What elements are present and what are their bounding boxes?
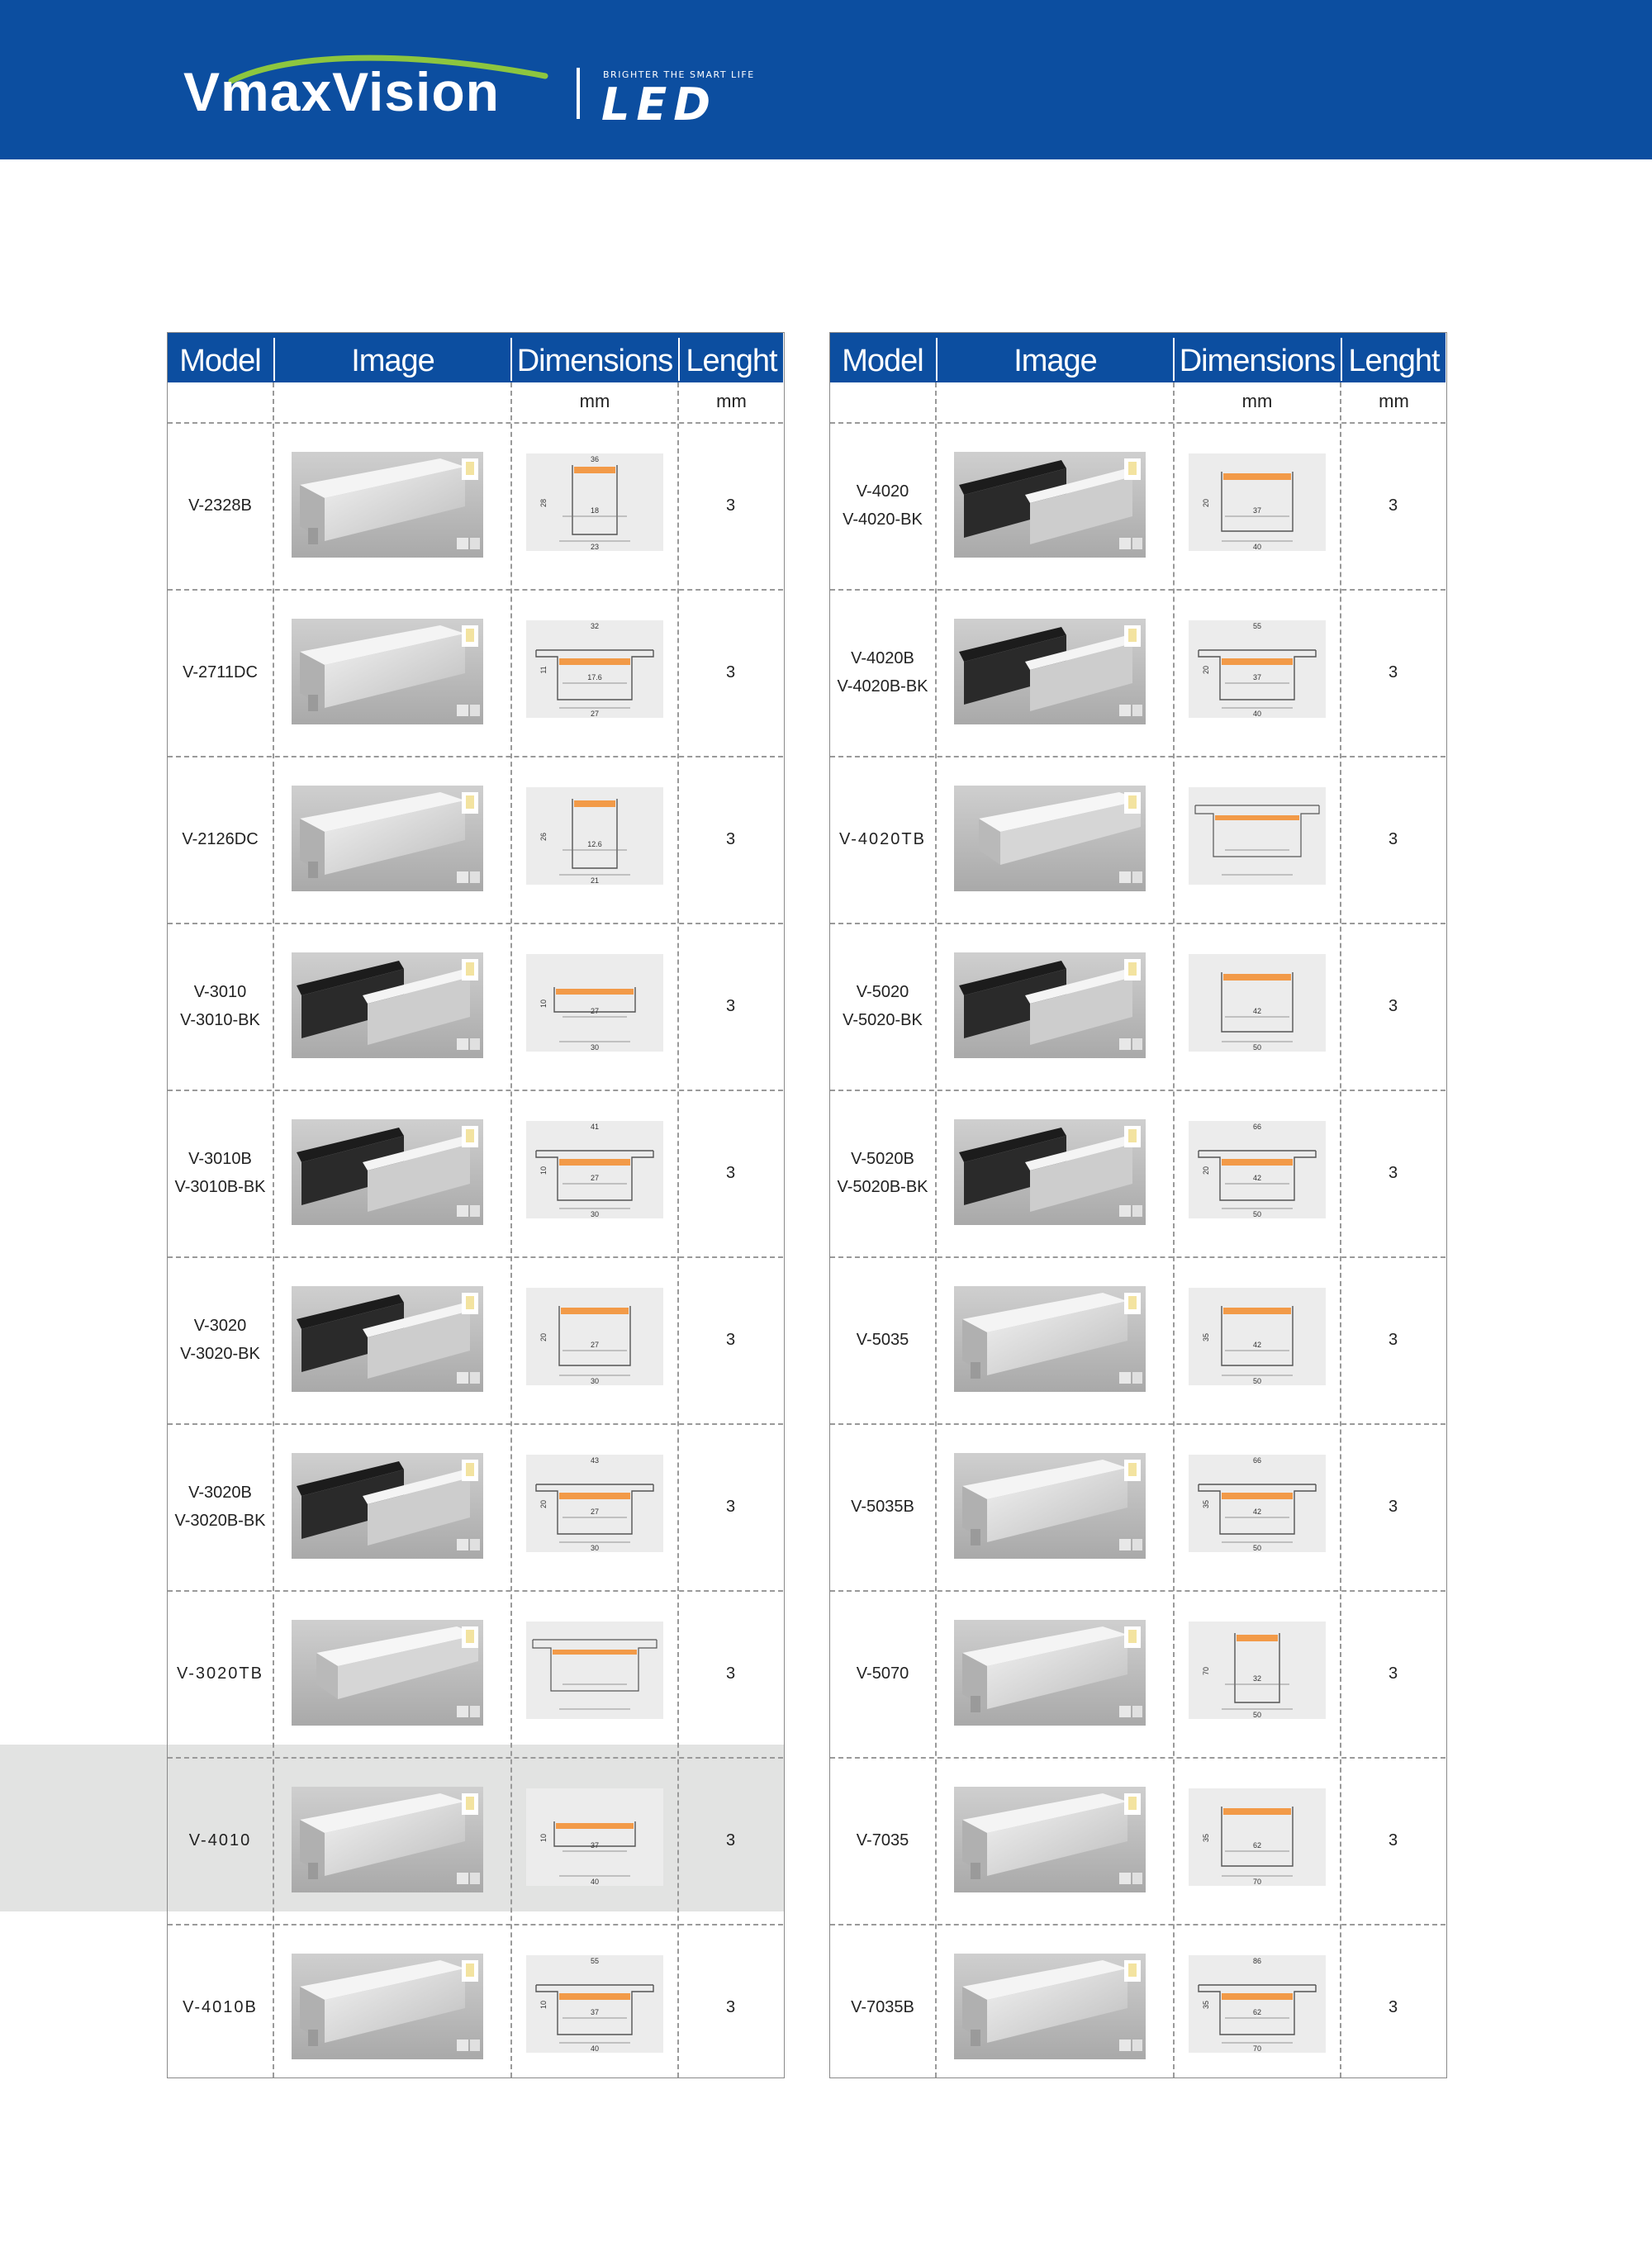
- dimension-bottom-width: 30: [590, 1210, 600, 1218]
- dimension-height: 10: [539, 2000, 548, 2010]
- product-photo: [292, 1787, 483, 1892]
- table-row: [830, 923, 1446, 1090]
- length-value: 3: [725, 1997, 736, 2016]
- dimension-bottom-width: 40: [590, 1878, 600, 1886]
- column-header-dimensions: Dimensions: [516, 344, 673, 378]
- dimension-bottom-width: 50: [1252, 1711, 1262, 1719]
- model-number: V-3020B-BK: [174, 1512, 266, 1530]
- dimension-height: 20: [539, 1332, 548, 1342]
- brand-name: VmaxVision: [183, 61, 500, 122]
- dimension-bottom-width: 50: [1252, 1377, 1262, 1385]
- model-cell: [168, 1090, 273, 1256]
- dimension-top-width: 43: [590, 1456, 600, 1465]
- model-cell: [168, 1590, 273, 1757]
- cross-section-drawing: [1189, 1955, 1326, 2053]
- model-number: V-2328B: [188, 496, 252, 515]
- table-row: [168, 1090, 783, 1256]
- model-number: V-5020: [856, 983, 909, 1001]
- column-header-model: Model: [842, 344, 923, 378]
- model-number: V-5070: [856, 1664, 909, 1683]
- dimension-inner-width: 12.6: [587, 840, 602, 848]
- model-number: V-2711DC: [183, 663, 258, 681]
- cross-section-drawing: [526, 1455, 663, 1552]
- length-value: 3: [1388, 1497, 1398, 1516]
- product-photo: [954, 1620, 1146, 1726]
- table-row: [168, 1757, 783, 1924]
- product-photo: [292, 1453, 483, 1559]
- dimension-inner-width: 18: [590, 506, 600, 515]
- dimension-height: 10: [539, 999, 548, 1009]
- dimension-bottom-width: 70: [1252, 1878, 1262, 1886]
- model-number: V-4020B-BK: [837, 677, 928, 696]
- dimension-height: 10: [539, 1166, 548, 1175]
- model-cell: [168, 589, 273, 756]
- product-photo: [292, 1954, 483, 2059]
- brand-logo: [183, 58, 762, 132]
- dimension-inner-width: 32: [1252, 1674, 1262, 1683]
- dimension-top-width: 55: [1252, 622, 1262, 630]
- dimension-inner-width: 37: [1252, 673, 1262, 681]
- model-number: V-4020: [856, 482, 909, 501]
- brand-tagline: BRIGHTER THE SMART LIFE: [603, 69, 755, 80]
- length-value: 3: [1388, 662, 1398, 681]
- dimension-bottom-width: 30: [590, 1043, 600, 1052]
- dimension-inner-width: 27: [590, 1508, 600, 1516]
- model-cell: [830, 1090, 935, 1256]
- model-number: V-4010B: [183, 1998, 258, 2016]
- model-number: V-5020-BK: [843, 1011, 923, 1029]
- model-number: V-3010B: [188, 1150, 252, 1168]
- cross-section-drawing: [526, 620, 663, 718]
- product-photo: [954, 1453, 1146, 1559]
- dimension-top-width: 41: [590, 1123, 600, 1131]
- model-cell: [830, 1256, 935, 1423]
- length-value: 3: [1388, 1163, 1398, 1182]
- product-photo: [954, 619, 1146, 724]
- dimension-height: 35: [1202, 2000, 1210, 2010]
- length-unit: mm: [1379, 391, 1409, 411]
- length-value: 3: [725, 662, 736, 681]
- model-cell: [168, 1256, 273, 1423]
- model-cell: [168, 1757, 273, 1924]
- dimension-top-width: 86: [1252, 1957, 1262, 1965]
- model-number: V-4020B: [851, 649, 914, 667]
- dimension-bottom-width: 40: [590, 2044, 600, 2053]
- length-value: 3: [725, 829, 736, 848]
- table-row: [830, 1423, 1446, 1590]
- dimension-inner-width: 42: [1252, 1341, 1262, 1349]
- product-photo: [954, 1119, 1146, 1225]
- product-photo: [292, 1119, 483, 1225]
- table-row: [830, 422, 1446, 589]
- dimension-inner-width: 27: [590, 1007, 600, 1015]
- length-value: 3: [1388, 1831, 1398, 1850]
- cross-section-drawing: [526, 1955, 663, 2053]
- length-unit: mm: [716, 391, 747, 411]
- dimension-height: 35: [1202, 1833, 1210, 1843]
- dimension-bottom-width: 30: [590, 1544, 600, 1552]
- table-row: [830, 1757, 1446, 1924]
- dimension-top-width: 32: [590, 622, 600, 630]
- column-header-model: Model: [179, 344, 261, 378]
- dimension-inner-width: 27: [590, 1174, 600, 1182]
- cross-section-drawing: [526, 1121, 663, 1218]
- length-value: 3: [725, 1831, 736, 1850]
- dimension-inner-width: 42: [1252, 1007, 1262, 1015]
- table-row: [168, 1256, 783, 1423]
- dimension-inner-width: 37: [590, 1841, 600, 1850]
- dimension-top-width: 55: [590, 1957, 600, 1965]
- product-photo: [954, 786, 1146, 891]
- model-cell: [168, 923, 273, 1090]
- dimension-bottom-width: 21: [590, 876, 600, 885]
- dimension-bottom-width: 30: [590, 1377, 600, 1385]
- table-header: [168, 333, 783, 382]
- dimension-inner-width: 37: [1252, 506, 1262, 515]
- dimension-height: 70: [1202, 1666, 1210, 1676]
- cross-section-drawing: [1189, 1121, 1326, 1218]
- spec-table-right: [829, 332, 1447, 2078]
- product-photo: [292, 1286, 483, 1392]
- dimension-height: 20: [1202, 665, 1210, 675]
- model-number: V-5035: [856, 1331, 909, 1349]
- product-photo: [292, 786, 483, 891]
- model-cell: [830, 1590, 935, 1757]
- dimension-inner-width: 17.6: [587, 673, 602, 681]
- dimension-bottom-width: 23: [590, 543, 600, 551]
- model-cell: [830, 422, 935, 589]
- dimension-height: 28: [539, 498, 548, 508]
- column-header-image: Image: [351, 344, 434, 378]
- table-row: [830, 1256, 1446, 1423]
- cross-section-drawing: [1189, 787, 1326, 885]
- model-number: V-7035: [856, 1831, 909, 1850]
- cross-section-drawing: [1189, 1788, 1326, 1886]
- model-number: V-7035B: [851, 1998, 914, 2016]
- cross-section-drawing: [1189, 453, 1326, 551]
- model-cell: [830, 589, 935, 756]
- length-value: 3: [725, 1664, 736, 1683]
- model-cell: [830, 923, 935, 1090]
- model-number: V-3020TB: [177, 1664, 263, 1683]
- model-number: V-3020: [193, 1317, 247, 1335]
- model-number: V-5020B-BK: [837, 1178, 928, 1196]
- table-row: [168, 923, 783, 1090]
- spec-table-left: [167, 332, 785, 2078]
- dimension-height: 35: [1202, 1499, 1210, 1509]
- table-row: [830, 1924, 1446, 2091]
- dimensions-unit: mm: [579, 391, 610, 411]
- length-value: 3: [725, 996, 736, 1015]
- cross-section-drawing: [1189, 954, 1326, 1052]
- dimension-inner-width: 42: [1252, 1174, 1262, 1182]
- dimension-height: 20: [1202, 498, 1210, 508]
- cross-section-drawing: [1189, 620, 1326, 718]
- model-number: V-4020TB: [839, 830, 926, 848]
- column-header-dimensions: Dimensions: [1179, 344, 1336, 378]
- brand-header: [0, 0, 1652, 159]
- cross-section-drawing: [526, 1622, 663, 1719]
- dimension-bottom-width: 70: [1252, 2044, 1262, 2053]
- model-number: V-3010B-BK: [174, 1178, 266, 1196]
- model-number: V-4010: [188, 1831, 252, 1850]
- dimension-height: 10: [539, 1833, 548, 1843]
- table-row: [168, 1590, 783, 1757]
- model-number: V-2126DC: [182, 830, 259, 848]
- model-number: V-3010-BK: [180, 1011, 260, 1029]
- table-row: [168, 422, 783, 589]
- model-cell: [168, 422, 273, 589]
- dimension-bottom-width: 50: [1252, 1210, 1262, 1218]
- cross-section-drawing: [1189, 1288, 1326, 1385]
- length-value: 3: [1388, 496, 1398, 515]
- dimension-top-width: 66: [1252, 1456, 1262, 1465]
- length-value: 3: [725, 496, 736, 515]
- table-row: [168, 589, 783, 756]
- model-number: V-5035B: [851, 1498, 914, 1516]
- model-number: V-5020B: [851, 1150, 914, 1168]
- column-header-image: Image: [1014, 344, 1097, 378]
- product-photo: [954, 952, 1146, 1058]
- column-header-length: Lenght: [1348, 344, 1440, 378]
- model-number: V-4020-BK: [843, 510, 923, 529]
- model-cell: [168, 1924, 273, 2091]
- product-photo: [292, 619, 483, 724]
- table-header: [830, 333, 1446, 382]
- length-value: 3: [725, 1497, 736, 1516]
- dimension-height: 20: [1202, 1166, 1210, 1175]
- table-row: [830, 1090, 1446, 1256]
- dimension-inner-width: 27: [590, 1341, 600, 1349]
- dimension-inner-width: 62: [1252, 2008, 1262, 2016]
- model-cell: [830, 1757, 935, 1924]
- dimension-inner-width: 37: [590, 2008, 600, 2016]
- length-value: 3: [725, 1163, 736, 1182]
- dimension-top-width: 36: [590, 455, 600, 463]
- dimension-height: 11: [539, 666, 548, 674]
- dimension-top-width: 66: [1252, 1123, 1262, 1131]
- cross-section-drawing: [1189, 1622, 1326, 1719]
- table-row: [168, 1423, 783, 1590]
- column-header-length: Lenght: [686, 344, 777, 378]
- dimension-bottom-width: 50: [1252, 1544, 1262, 1552]
- product-photo: [292, 452, 483, 558]
- dimension-height: 35: [1202, 1332, 1210, 1342]
- length-value: 3: [1388, 996, 1398, 1015]
- dimension-bottom-width: 50: [1252, 1043, 1262, 1052]
- length-value: 3: [1388, 1664, 1398, 1683]
- cross-section-drawing: [526, 954, 663, 1052]
- table-row: [168, 1924, 783, 2091]
- product-photo: [954, 1286, 1146, 1392]
- cross-section-drawing: [526, 787, 663, 885]
- cross-section-drawing: [1189, 1455, 1326, 1552]
- model-number: V-3020B: [188, 1484, 252, 1502]
- model-number: V-3010: [193, 983, 247, 1001]
- table-row: [830, 1590, 1446, 1757]
- dimension-bottom-width: 27: [590, 710, 600, 718]
- model-number: V-3020-BK: [180, 1345, 260, 1363]
- length-value: 3: [1388, 1330, 1398, 1349]
- cross-section-drawing: [526, 1788, 663, 1886]
- dimension-inner-width: 62: [1252, 1841, 1262, 1850]
- product-photo: [292, 952, 483, 1058]
- product-photo: [954, 1787, 1146, 1892]
- model-cell: [830, 1924, 935, 2091]
- table-row: [168, 756, 783, 923]
- dimension-bottom-width: 40: [1252, 543, 1262, 551]
- dimension-height: 26: [539, 832, 548, 842]
- product-photo: [954, 1954, 1146, 2059]
- dimension-inner-width: 42: [1252, 1508, 1262, 1516]
- model-cell: [168, 756, 273, 923]
- dimension-height: 20: [539, 1499, 548, 1509]
- table-row: [830, 756, 1446, 923]
- model-cell: [830, 756, 935, 923]
- length-value: 3: [1388, 1997, 1398, 2016]
- dimension-bottom-width: 40: [1252, 710, 1262, 718]
- model-cell: [168, 1423, 273, 1590]
- product-photo: [954, 452, 1146, 558]
- logo-divider: [577, 68, 580, 119]
- table-row: [830, 589, 1446, 756]
- model-cell: [830, 1423, 935, 1590]
- product-line: LED: [601, 78, 718, 131]
- cross-section-drawing: [526, 453, 663, 551]
- length-value: 3: [1388, 829, 1398, 848]
- length-value: 3: [725, 1330, 736, 1349]
- dimensions-unit: mm: [1241, 391, 1273, 411]
- product-photo: [292, 1620, 483, 1726]
- cross-section-drawing: [526, 1288, 663, 1385]
